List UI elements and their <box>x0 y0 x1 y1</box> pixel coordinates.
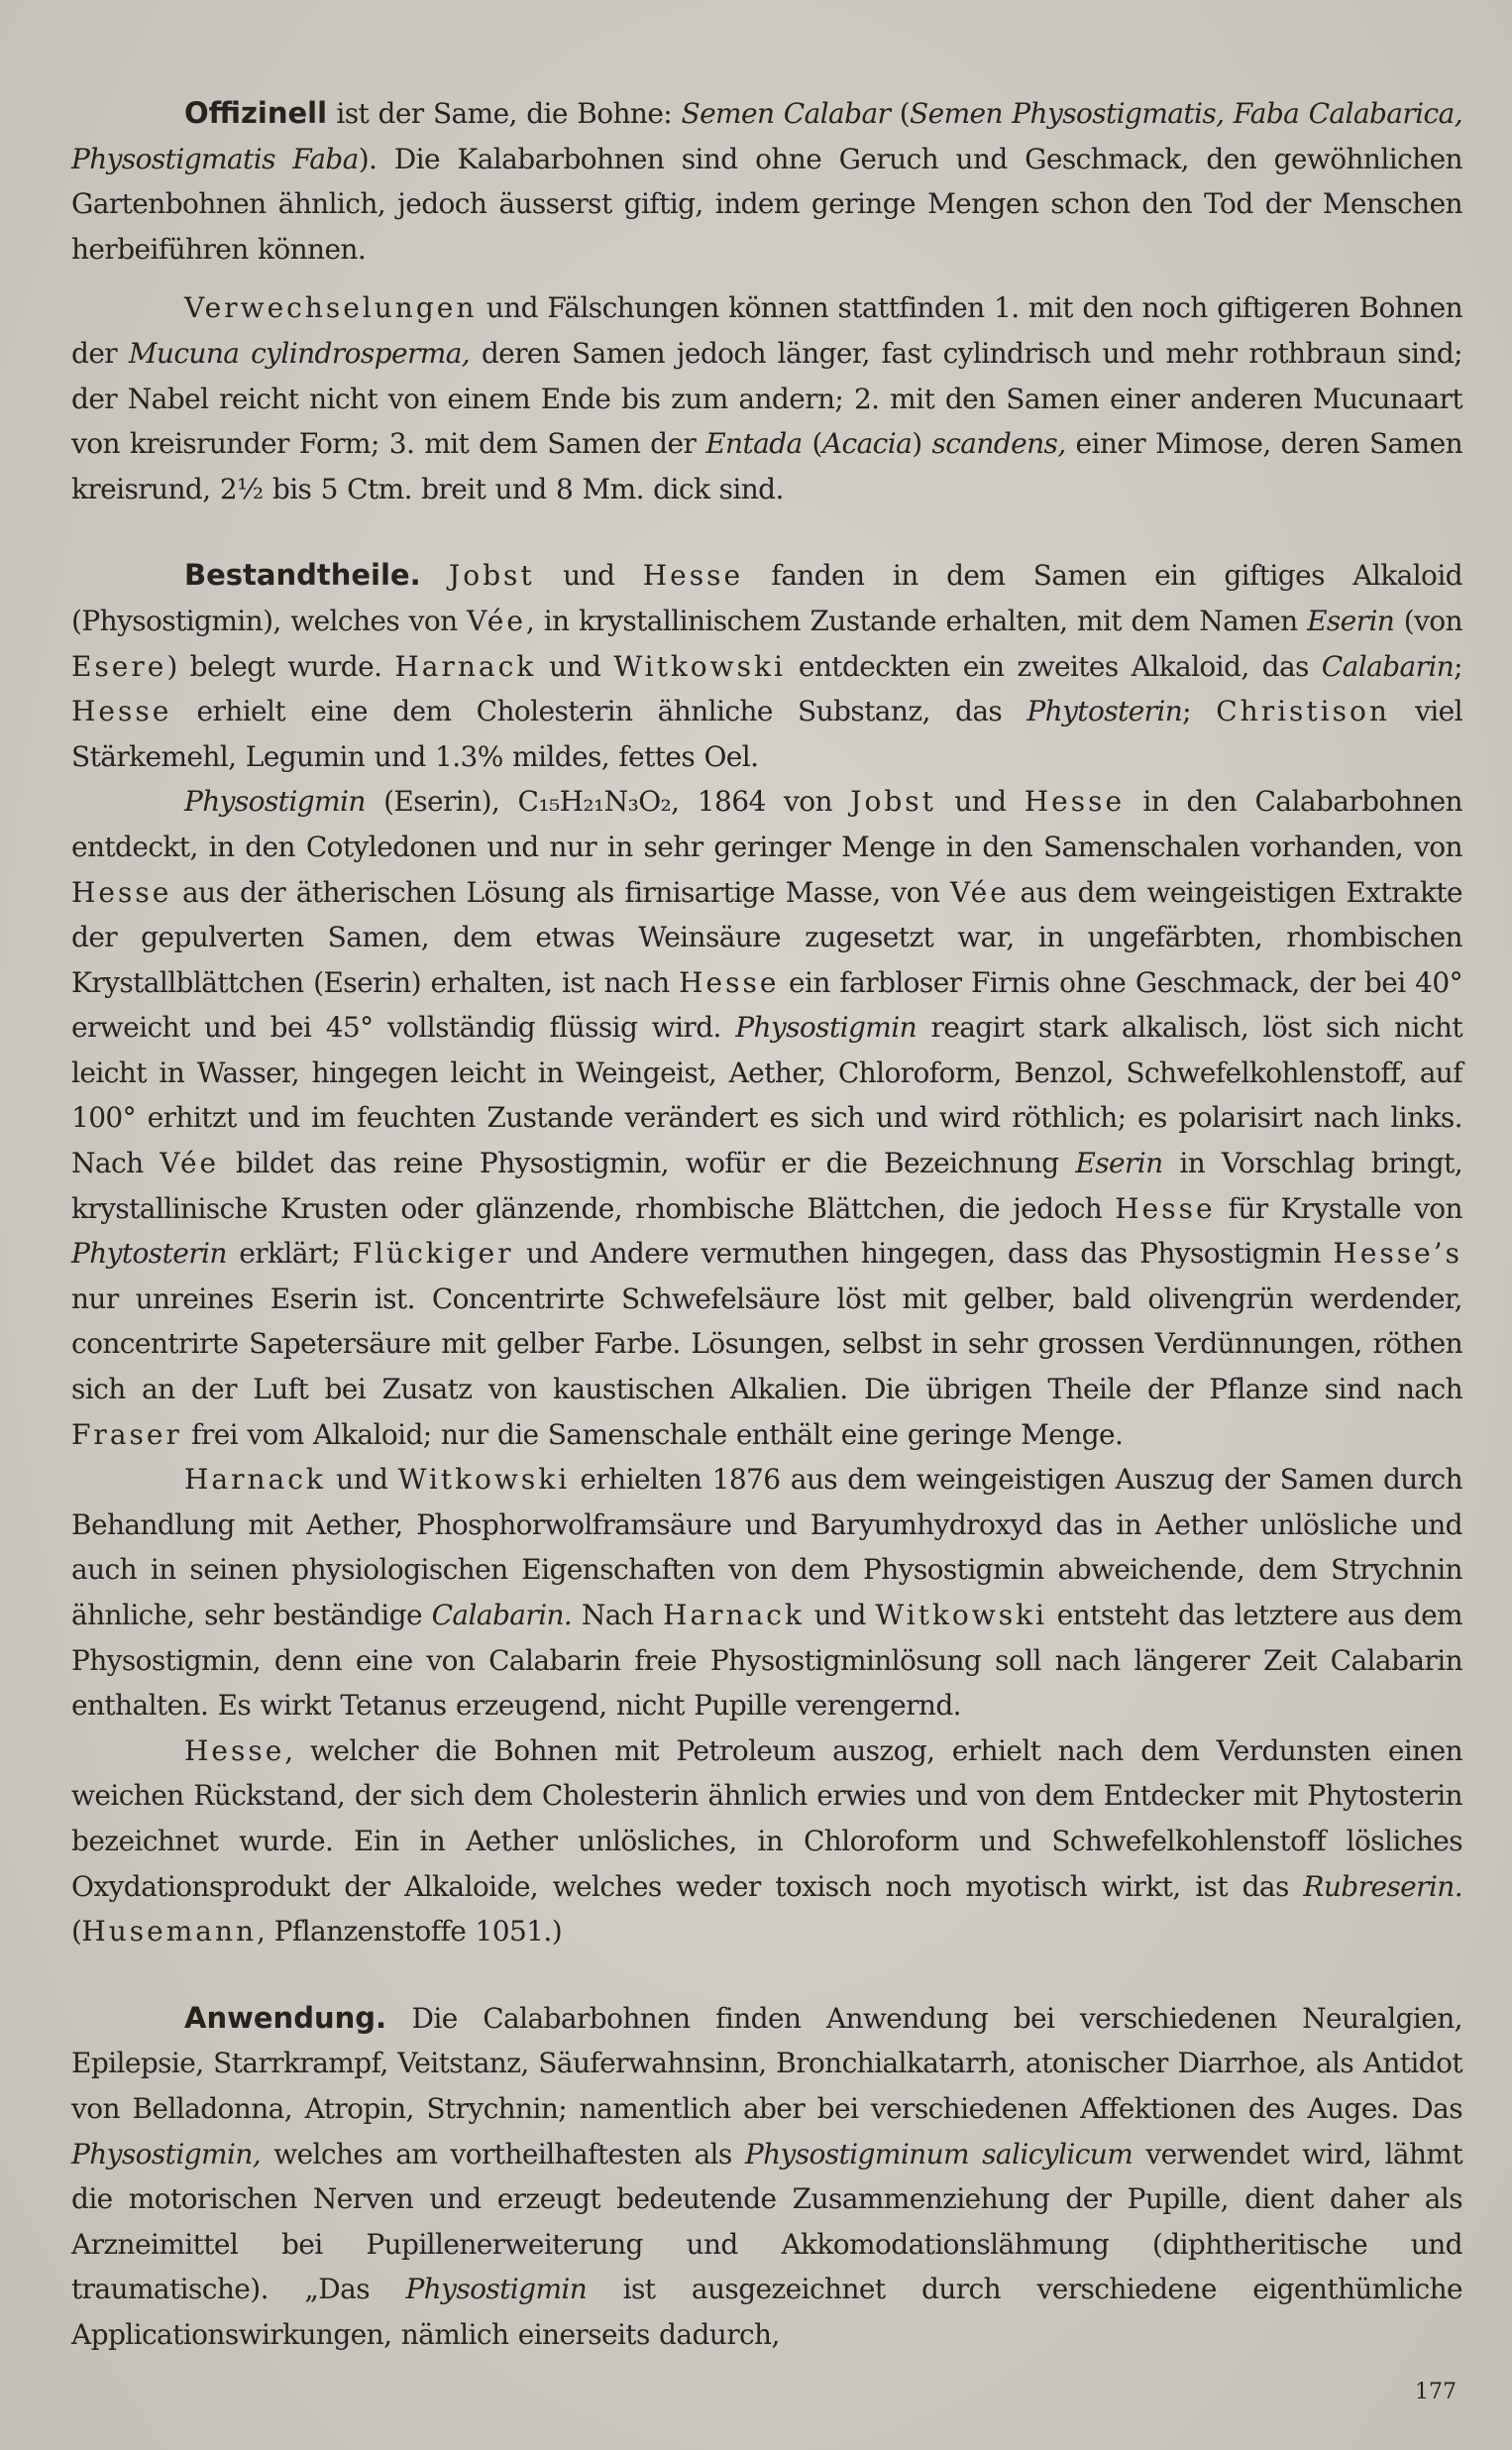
text-run: ein farbloser Firnis ohne Geschmack, der bei 40° erweicht und bei 45° vollständig flüssig wird. <box>71 965 1462 1045</box>
italic-term: Eserin <box>1075 1147 1163 1180</box>
text-run: ist ausgezeichnet durch verschiedene eigenthümliche Applicationswirkungen, nämlich einerseits dadurch, <box>71 2273 1462 2351</box>
text-run: welches am vortheilhaftesten als <box>261 2137 745 2171</box>
italic-term: Acacia <box>821 427 913 461</box>
italic-term: Calabarin. <box>431 1599 573 1631</box>
text-run: (von <box>1394 604 1462 637</box>
text-run: viel Stärkemehl, Legumin und 1.3% mildes, fettes Oel. <box>71 695 1462 773</box>
text-run: nur unreines Eserin ist. Concentrirte Schwefelsäure löst mit gelber, bald olivengrün werdender, concentrirte Sapetersäure mit gelber Farbe. Lösungen, selbst in sehr grossen Verdünnungen, röthen sich an der Luft bei Zusatz von kaustischen Alkalien. Die übrigen Theile der Pflanze sind nach <box>71 1281 1462 1406</box>
author-name: Vée <box>949 875 1010 909</box>
text-run: entsteht das letztere aus dem Physostigmin, denn eine von Calabarin freie Physostigminlösung soll nach längerer Zeit Calabarin enthalten. Es wirkt Tetanus erzeugend, nicht Pupille verengernd. <box>71 1599 1462 1723</box>
paragraph-rubreserin <box>71 1728 1462 1954</box>
text-run: bildet das reine Physostigmin, wofür er die Bezeichnung <box>219 1147 1076 1180</box>
text-run: Nach <box>572 1599 664 1631</box>
text-run: und <box>935 785 1025 819</box>
text-run: und Andere vermuthen hingegen, dass das Physostigmin <box>513 1237 1334 1271</box>
italic-term: Eserin <box>1307 604 1395 637</box>
italic-term: Physostigmin <box>184 785 366 819</box>
text-run: ; <box>1182 695 1217 728</box>
text-run: , welcher die Bohnen mit Petroleum auszog, erhielt nach dem Verdunsten einen weichen Rückstand, der sich dem Cholesterin ähnlich erwies und von dem Entdecker mit Phytosterin bezeichnet wurde. Ein in Aether unlösliches, in Chloroform und Schwefelkohlenstoff lösliches Oxydationsprodukt der Alkaloide, welches weder toxisch noch myotisch wirkt, ist das <box>71 1733 1462 1903</box>
section-heading: Bestandtheile. <box>184 558 421 593</box>
author-name: Witkowski <box>613 649 786 683</box>
text-run: ( <box>890 97 911 130</box>
text-run: (Eserin), C₁₅H₂₁N₃O₂, 1864 von <box>365 785 851 819</box>
paragraph-physostigmin <box>71 779 1462 1457</box>
paragraph-anwendung <box>71 1996 1462 2358</box>
author-name: Jobst <box>850 785 936 819</box>
text-run: für Krystalle von <box>1215 1191 1462 1225</box>
italic-term: Rubreserin. <box>1303 1869 1462 1903</box>
italic-term: Physostigmin <box>405 2273 588 2306</box>
text-run: und <box>536 649 614 683</box>
author-name: Hesse <box>184 1733 285 1767</box>
italic-term: Physostigminum salicylicum <box>744 2137 1134 2171</box>
text-run: und Fälschungen können stattfinden 1. mit den noch giftigeren Bohnen der <box>71 291 1462 370</box>
paragraph-bestandtheile <box>71 553 1462 779</box>
text-run: in den Calabarbohnen entdeckt, in den Cotyledonen und nur in sehr geringer Menge in den Samenschalen vorhanden, von <box>71 785 1462 863</box>
author-name: Hesse <box>642 559 744 593</box>
author-name: Harnack <box>184 1463 326 1497</box>
text-run: , in krystallinischem Zustande erhalten, mit dem Namen <box>525 604 1308 637</box>
author-name: Vée <box>467 604 526 637</box>
text-run: aus der ätherischen Lösung als firnisartige Masse, von <box>171 875 950 909</box>
text-run: und <box>325 1463 398 1497</box>
italic-term: Phytosterin <box>71 1237 227 1271</box>
author-name: Christison <box>1216 695 1390 728</box>
text-run <box>421 559 449 592</box>
italic-term: Entada <box>705 427 803 461</box>
section-heading: Offizinell <box>184 96 328 130</box>
author-name: Hesse <box>71 875 172 909</box>
author-name: Harnack <box>394 649 537 683</box>
italic-term: Semen Physostigmatis, Faba Calabarica, Physostigmatis Faba <box>71 97 1462 175</box>
text-run: deren Samen jedoch länger, fast cylindrisch und mehr rothbraun sind; der Nabel reicht nicht von einem Ende bis zum andern; 2. mit den Samen einer anderen Mucunaart von kreisrunder Form; 3. mit dem Samen der <box>71 336 1462 461</box>
text-run: verwendet wird, lähmt die motorischen Nerven und erzeugt bedeutende Zusammenziehung der Pupille, dient daher als Arzneimittel bei Pupillenerweiterung und Akkomodationslähmung (diphtheritische und traumatische). „Das <box>71 2137 1462 2306</box>
section-heading: Anwendung. <box>184 2000 387 2035</box>
author-name: Husemann <box>81 1915 258 1949</box>
page-number: 177 <box>1415 2380 1457 2404</box>
italic-term: Semen Calabar <box>681 97 891 130</box>
text-run: und <box>804 1599 876 1631</box>
italic-term: scandens, <box>931 427 1066 461</box>
author-name: Hesse’s <box>1333 1237 1462 1271</box>
text-run: ; <box>1454 649 1462 683</box>
author-name: Hesse <box>679 965 780 999</box>
text-run: ). Die Kalabarbohnen sind ohne Geruch und Geschmack, den gewöhnlichen Gartenbohnen ähnlich, jedoch äusserst giftig, indem geringe Mengen schon den Tod der Menschen herbeiführen können. <box>71 142 1462 266</box>
text-run: in Vorschlag bringt, krystallinische Krusten oder glänzende, rhombische Blättchen, die jedoch <box>71 1147 1463 1225</box>
text-run: aus dem weingeistigen Extrakte der gepulverten Samen, dem etwas Weinsäure zugesetzt war, in ungefärbten, rhombischen Krystallblättchen (Eserin) erhalten, ist nach <box>71 875 1462 999</box>
author-name: Harnack <box>663 1599 805 1631</box>
author-name: Jobst <box>449 559 535 593</box>
author-name: Hesse <box>71 695 172 728</box>
text-run: ) <box>912 427 932 461</box>
italic-term: Calabarin <box>1321 649 1455 683</box>
text-run: erhielten 1876 aus dem weingeistigen Auszug der Samen durch Behandlung mit Aether, Phosphorwolframsäure und Baryumhydroxyd das in Aether unlösliche und auch in seinen physiologischen Eigenschaften von dem Physostigmin abweichende, dem Strychnin ähnliche, sehr beständige <box>71 1463 1463 1631</box>
italic-term: Phytosterin <box>1026 695 1183 728</box>
text-run: ist der Same, die Bohne: <box>327 97 682 130</box>
text-run: ( <box>802 427 822 461</box>
italic-term: Mucuna cylindrosperma, <box>128 336 471 370</box>
text-run: , Pflanzenstoffe 1051.) <box>257 1915 563 1949</box>
paragraph-offizinell <box>71 91 1462 272</box>
text-run: ( <box>71 1915 82 1949</box>
author-name: Witkowski <box>397 1463 571 1497</box>
author-name: Fraser <box>71 1417 182 1451</box>
italic-term: Physostigmin, <box>71 2137 262 2171</box>
paragraph-calabarin <box>71 1457 1462 1728</box>
text-run: erklärt; <box>226 1237 353 1271</box>
author-name: Verwechselungen <box>184 291 478 325</box>
text-run: und <box>534 559 643 593</box>
author-name: Esere <box>71 649 167 683</box>
author-name: Hesse <box>1024 785 1126 819</box>
text-run: fanden in dem Samen ein giftiges Alkaloid (Physostigmin), welches von <box>71 559 1462 637</box>
paragraph-verwechselungen <box>71 285 1462 511</box>
text-run: Die Calabarbohnen finden Anwendung bei verschiedenen Neuralgien, Epilepsie, Starrkrampf, Veitstanz, Säuferwahnsinn, Bronchialkatarrh, atonischer Diarrhoe, als Antidot von Belladonna, Atropin, Strychnin; namentlich aber bei verschiedenen Affektionen des Auges. Das <box>71 2001 1462 2125</box>
text-run: erhielt eine dem Cholesterin ähnliche Substanz, das <box>171 695 1027 728</box>
text-run: ) belegt wurde. <box>166 649 395 683</box>
text-run: einer Mimose, deren Samen kreisrund, 2½ bis 5 Ctm. breit und 8 Mm. dick sind. <box>71 427 1463 505</box>
text-run: entdeckten ein zweites Alkaloid, das <box>785 649 1322 683</box>
italic-term: Physostigmin <box>735 1011 918 1045</box>
author-name: Hesse <box>1115 1191 1216 1225</box>
text-run: reagirt stark alkalisch, löst sich nicht leicht in Wasser, hingegen leicht in Weingeist, Aether, Chloroform, Benzol, Schwefelkohlenstoff, auf 100° erhitzt und im feuchten Zustande verändert es sich und wird röthlich; es polarisirt nach links. Nach <box>71 1011 1463 1180</box>
author-name: Flückiger <box>352 1237 514 1271</box>
text-run: frei vom Alkaloid; nur die Samenschale enthält eine geringe Menge. <box>181 1417 1124 1451</box>
author-name: Witkowski <box>875 1599 1047 1631</box>
author-name: Vée <box>160 1147 220 1180</box>
